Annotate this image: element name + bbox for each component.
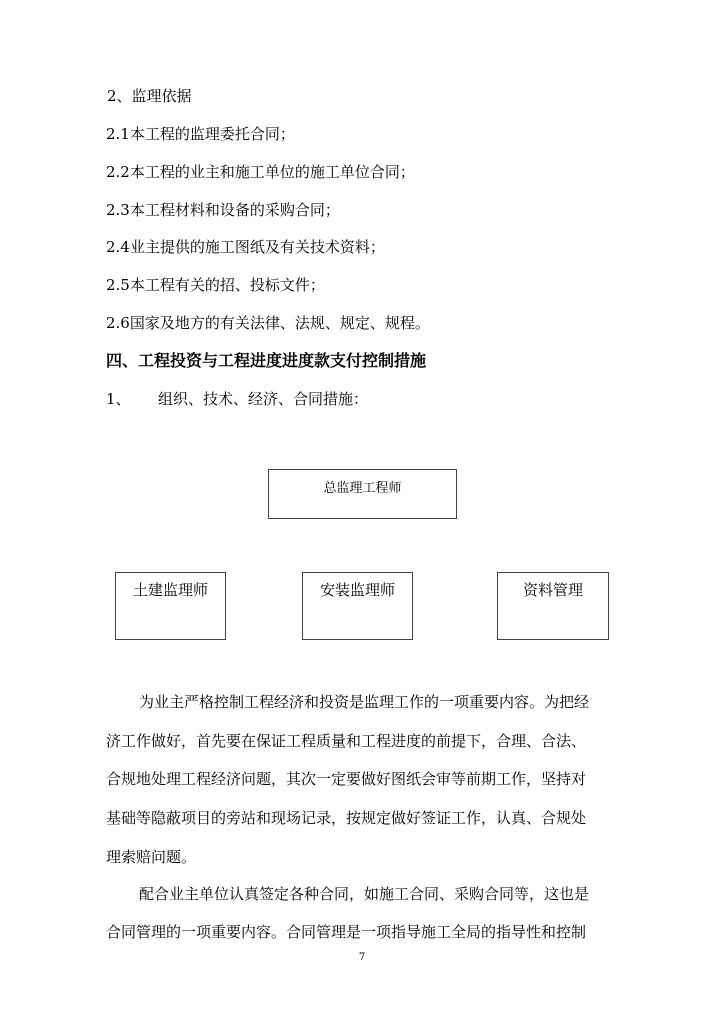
org-box-chief-supervisor xyxy=(268,469,457,519)
org-box-installation-supervisor xyxy=(302,572,413,640)
org-box-document-management xyxy=(497,572,609,640)
list-item: 2.1本工程的监理委托合同； xyxy=(106,125,295,143)
subsection-text: 组织、技术、经济、合同措施： xyxy=(158,390,369,408)
list-item: 2.5本工程有关的招、投标文件； xyxy=(106,276,325,294)
org-box-label: 资料管理 xyxy=(522,581,583,599)
paragraph-line: 配合业主单位认真签定各种合同，如施工合同、采购合同等，这也是 xyxy=(139,885,590,903)
section-heading: 四、工程投资与工程进度进度款支付控制措施 xyxy=(106,351,427,370)
list-item: 2.4业主提供的施工图纸及有关技术资料； xyxy=(106,238,385,256)
paragraph-line: 基础等隐蔽项目的旁站和现场记录，按规定做好签证工作，认真、合规处 xyxy=(106,809,587,827)
paragraph-line: 为业主严格控制工程经济和投资是监理工作的一项重要内容。为把经 xyxy=(139,693,590,711)
section-title: 2、监理依据 xyxy=(107,87,192,105)
org-box-civil-supervisor xyxy=(115,572,226,640)
paragraph-line: 合规地处理工程经济问题，其次一定要做好图纸会审等前期工作，坚持对 xyxy=(106,770,587,788)
list-item: 2.6国家及地方的有关法律、法规、规定、规程。 xyxy=(106,314,430,332)
paragraph-line: 济工作做好，首先要在保证工程质量和工程进度的前提下，合理、合法、 xyxy=(106,732,587,750)
org-box-label: 土建监理师 xyxy=(132,581,208,599)
list-item: 2.2本工程的业主和施工单位的施工单位合同； xyxy=(106,163,415,181)
paragraph-line: 理索赔问题。 xyxy=(106,848,197,866)
subsection-number: 1、 xyxy=(106,390,131,408)
list-item: 2.3本工程材料和设备的采购合同； xyxy=(106,201,340,219)
org-box-label: 总监理工程师 xyxy=(323,481,402,496)
page-number: 7 xyxy=(358,952,366,963)
paragraph-line: 合同管理的一项重要内容。合同管理是一项指导施工全局的指导性和控制 xyxy=(106,923,587,941)
org-box-label: 安装监理师 xyxy=(319,581,395,599)
